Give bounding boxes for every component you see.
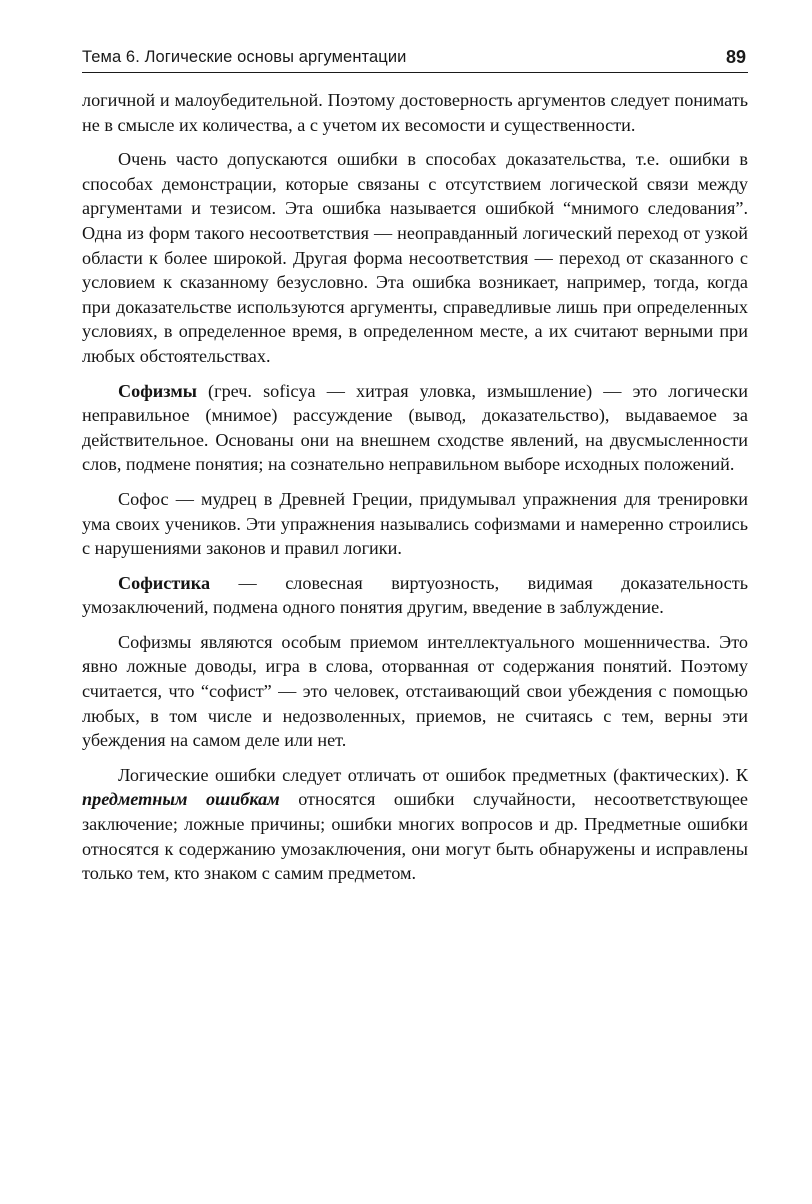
paragraph-continuation [82, 88, 748, 137]
paragraph-text: (греч. soficya — хитрая уловка, измышление) — это логически неправильное (мнимое) рассуждение (вывод, доказательство), выдаваемое за действительное. Основаны они на внешнем сходстве явлений, на двусмысленности слов, подмене понятия; на сознательно неправильном выборе исходных положений. [82, 380, 748, 475]
paragraph-text: — словесная виртуозность, видимая доказательность умозаключений, подмена одного понятия другим, введение в заблуждение. [82, 572, 748, 618]
paragraph-proof-errors [82, 147, 748, 368]
running-header [82, 44, 748, 73]
paragraph-text: Логические ошибки следует отличать от ошибок предметных (фактических). К [118, 764, 748, 785]
paragraph-text: относятся ошибки случайности, несоответствующее заключение; ложные причины; ошибки многих вопросов и др. Предметные ошибки относятся к содержанию умозаключения, они могут быть обнаружены и исправлены только тем, кто знаком с самим предметом. [82, 789, 748, 884]
paragraph-sophistry-definition [82, 571, 748, 620]
paragraph-sophos [82, 487, 748, 561]
paragraph-text: Очень часто допускаются ошибки в способах доказательства, т.е. ошибки в способах демонстрации, которые связаны с отсутствием логической связи между аргументами и тезисом. Эта ошибка называется ошибкой “мнимого следования”. Одна из форм такого несоответствия — неоправданный логический переход от узкой области к более широкой. Другая форма несоответствия — переход от сказанного с условием к сказанному безусловно. Эта ошибка возникает, например, тогда, когда при доказательстве используются аргументы, справедливые лишь при определенных условиях, в определенное время, в определенном месте, а их считают верными при любых обстоятельствах. [82, 149, 748, 366]
term-sophisms: Софизмы [118, 380, 197, 401]
body-text [82, 88, 748, 896]
running-title: Тема 6. Логические основы аргументации [82, 48, 407, 66]
page-number: 89 [725, 47, 746, 67]
paragraph-sophisms-definition [82, 379, 748, 477]
term-sophistry: Софистика [118, 572, 211, 593]
paragraph-subject-errors [82, 763, 748, 886]
paragraph-sophisms-fraud [82, 630, 748, 753]
emphasis-subject-errors: предметным ошибкам [82, 789, 280, 810]
paragraph-text: Софизмы являются особым приемом интеллектуального мошенничества. Это явно ложные доводы, игра в слова, оторванная от содержания понятий. Поэтому считается, что “софист” — это человек, отстаивающий свои убеждения с помощью любых, в том числе и недозволенных, приемов, не считаясь с тем, верны эти убеждения на самом деле или нет. [82, 631, 748, 751]
paragraph-text: логичной и малоубедительной. Поэтому достоверность аргументов следует понимать не в смысле их количества, а с учетом их весомости и существенности. [82, 90, 748, 135]
paragraph-text: Софос — мудрец в Древней Греции, придумывал упражнения для тренировки ума своих учеников. Эти упражнения назывались софизмами и намеренно строились с нарушениями законов и правил логики. [82, 488, 748, 559]
